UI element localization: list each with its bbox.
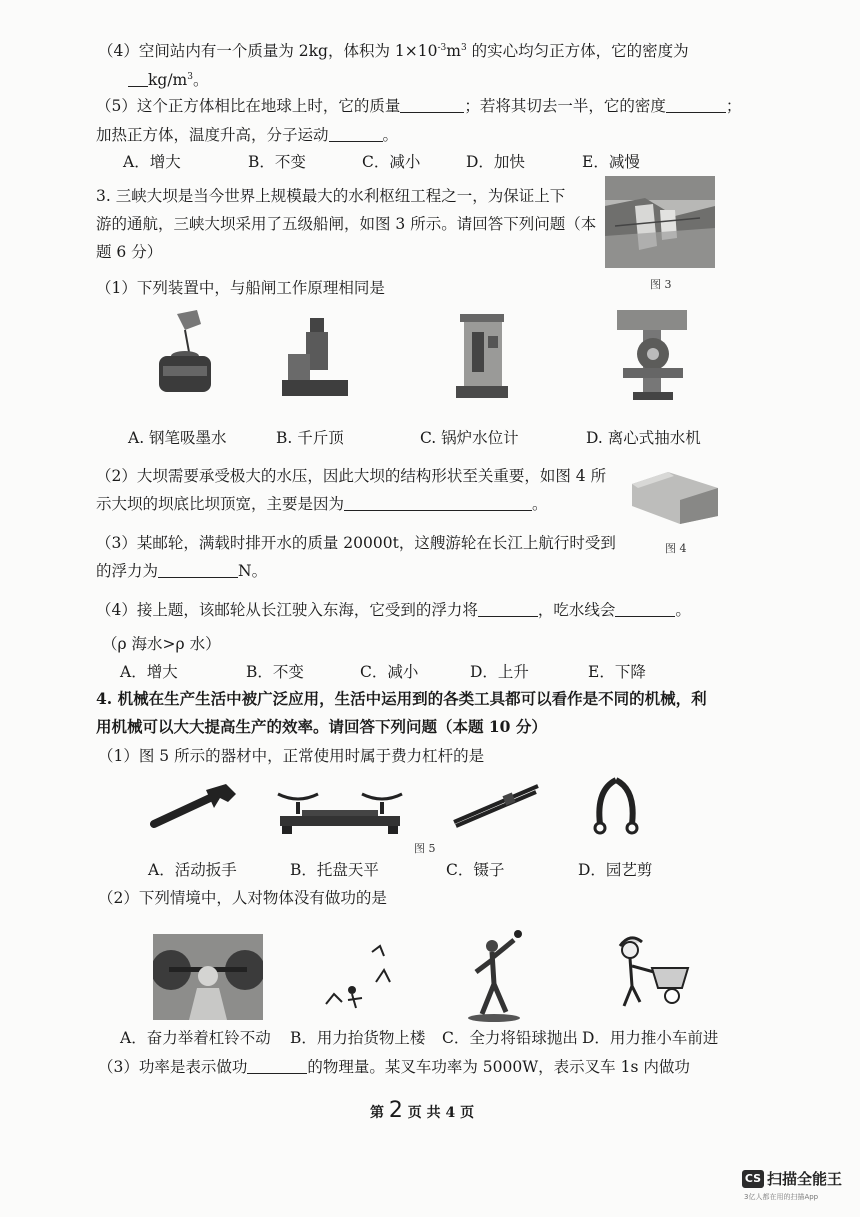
q3-part2-line1: （2）大坝需要承受极大的水压，因此大坝的结构形状至关重要，如图 4 所 — [96, 467, 607, 485]
fig4-caption: 图 4 — [665, 542, 687, 555]
q2-option-a: A．增大 — [123, 153, 181, 171]
q4-p2-option-c: C．全力将铅球抛出 — [442, 1029, 578, 1047]
push-cart-picture — [612, 928, 692, 1010]
q3-part4-note: （ρ 海水>ρ 水） — [102, 635, 221, 653]
q2-p5-text-b: ；若将其切去一半，它的密度 — [464, 97, 666, 115]
scanner-app-name: 扫描全能王 — [767, 1170, 843, 1188]
q3-p4-text-b: ，吃水线会 — [537, 601, 616, 619]
q2-p5-line2-end: 。 — [382, 126, 399, 144]
q2-option-b: B．不变 — [248, 153, 306, 171]
q3-p4-option-a: A．增大 — [120, 663, 178, 681]
q2-part4-line2 — [128, 67, 208, 90]
q4-p1-option-b: B．托盘天平 — [290, 861, 379, 879]
tweezers-picture — [450, 782, 542, 828]
q4-p1-option-a: A．活动扳手 — [148, 861, 237, 879]
q4-part1: （1）图 5 所示的器材中，正常使用时属于费力杠杆的是 — [98, 747, 485, 765]
q3-p4-option-c: C．减小 — [360, 663, 419, 681]
shot-put-picture — [462, 928, 526, 1024]
boiler-gauge-picture — [452, 312, 512, 400]
barbell-lifter-picture — [153, 934, 263, 1020]
q3-p3-unit: N。 — [238, 562, 268, 580]
ink-bottle-pen-picture — [155, 308, 215, 396]
fig4-dam-picture — [628, 466, 720, 526]
q2-p4-answer-blank[interactable] — [128, 72, 148, 87]
q3-part2-line2 — [96, 494, 548, 514]
q3-p4-buoyancy-blank[interactable] — [478, 602, 538, 617]
q2-p5-mass-blank[interactable] — [400, 98, 464, 113]
q3-part3-line2 — [96, 561, 267, 581]
q2-p4-end: 。 — [192, 71, 209, 90]
q3-p4-option-d: D．上升 — [470, 663, 529, 681]
q4-p2-option-a: A．奋力举着杠铃不动 — [120, 1029, 271, 1047]
q3-p4-end: 。 — [675, 601, 691, 619]
q2-part4-line1 — [98, 38, 689, 61]
centrifugal-pump-picture — [613, 308, 691, 402]
q2-p5-density-blank[interactable] — [666, 98, 726, 113]
fig3-caption: 图 3 — [650, 278, 672, 291]
q3-p1-option-a: A. 钢笔吸墨水 — [128, 429, 227, 447]
q3-p4-option-b: B．不变 — [246, 663, 304, 681]
q2-p4-exponent: -3 — [437, 43, 447, 53]
q2-part5-line1 — [96, 96, 741, 116]
q2-option-c: C．减小 — [362, 153, 421, 171]
q3-p1-option-c: C. 锅炉水位计 — [420, 429, 519, 447]
q3-stem-line3: 题 6 分） — [96, 243, 163, 261]
q2-p4-unit: kg/m — [148, 71, 188, 90]
scanner-tagline: 3亿人都在用的扫描App — [744, 1193, 819, 1201]
q3-part1: （1）下列装置中，与船闸工作原理相同是 — [96, 279, 385, 297]
q3-part3-line1: （3）某邮轮，满载时排开水的质量 20000t，这艘游轮在长江上航行时受到 — [96, 534, 616, 552]
q3-stem-line1: 3. 三峡大坝是当今世界上规模最大的水利枢纽工程之一，为保证上下 — [96, 187, 566, 205]
q3-part4-line — [96, 600, 691, 620]
q3-p4-option-e: E．下降 — [588, 663, 646, 681]
q4-p3-text-a: （3）功率是表示做功 — [98, 1058, 248, 1076]
q3-p2-answer-blank[interactable] — [344, 496, 532, 511]
scanner-watermark — [742, 1168, 843, 1201]
page-footer — [370, 1098, 474, 1123]
q4-part3-line — [98, 1057, 690, 1077]
q2-p4-text-b: m — [446, 42, 461, 61]
q3-p1-option-d: D. 离心式抽水机 — [586, 429, 701, 447]
q3-p3-text: 的浮力为 — [96, 562, 159, 580]
q4-p2-option-b: B．用力抬货物上楼 — [290, 1029, 426, 1047]
q4-stem-line1: 4. 机械在生产生活中被广泛应用，生活中运用到的各类工具都可以看作是不同的机械，利 — [96, 689, 707, 708]
cs-logo-icon: CS — [742, 1170, 764, 1188]
q2-option-d: D．加快 — [466, 153, 525, 171]
carrying-goods-picture — [322, 942, 402, 1016]
q4-p2-option-d: D．用力推小车前进 — [582, 1029, 719, 1047]
q4-p1-option-c: C．镊子 — [446, 861, 505, 879]
q2-p5-motion-blank[interactable] — [329, 127, 383, 142]
fig5-caption: 图 5 — [414, 842, 436, 855]
q4-p3-text-b: 的物理量。某叉车功率为 5000W，表示叉车 1s 内做功 — [307, 1058, 690, 1076]
q4-p1-option-d: D．园艺剪 — [578, 861, 653, 879]
footer-page-number: 2 — [388, 1098, 403, 1123]
q2-p5-text-a: （5）这个正方体相比在地球上时，它的质量 — [96, 97, 401, 115]
q2-p4-text-c: 的实心均匀正方体，它的密度为 — [466, 42, 689, 61]
q3-p3-answer-blank[interactable] — [158, 563, 238, 578]
q3-stem-line2: 游的通航，三峡大坝采用了五级船闸，如图 3 所示。请回答下列问题（本 — [96, 215, 597, 233]
q4-stem-line2: 用机械可以大大提高生产的效率。请回答下列问题（本题 10 分） — [96, 717, 547, 736]
q2-p5-text-c: ； — [725, 97, 742, 115]
q3-p2-end: 。 — [532, 495, 548, 513]
q4-part2: （2）下列情境中，人对物体没有做功的是 — [98, 889, 387, 907]
q2-part5-line2 — [96, 125, 398, 145]
footer-suffix: 页 共 4 页 — [407, 1105, 475, 1121]
q3-p4-text-a: （4）接上题，该邮轮从长江驶入东海，它受到的浮力将 — [96, 601, 478, 619]
q3-p4-waterline-blank[interactable] — [615, 602, 675, 617]
q3-p1-option-b: B. 千斤顶 — [276, 429, 344, 447]
balance-scale-picture — [272, 780, 408, 836]
hydraulic-jack-picture — [280, 314, 350, 398]
fig3-ship-lock-photo — [605, 176, 715, 268]
q2-p4-unit-sup: 3 — [187, 72, 193, 82]
q2-p4-sup: 3 — [460, 43, 467, 53]
q4-p3-answer-blank[interactable] — [247, 1059, 307, 1074]
garden-shears-picture — [590, 776, 642, 836]
q2-p4-text-a: （4）空间站内有一个质量为 2kg，体积为 1×10 — [98, 42, 438, 61]
wrench-picture — [150, 780, 240, 832]
footer-prefix: 第 — [370, 1105, 384, 1121]
q3-p2-text: 示大坝的坝底比坝顶宽，主要是因为 — [96, 495, 345, 513]
q2-option-e: E．减慢 — [582, 153, 640, 171]
q2-p5-line2-text: 加热正方体，温度升高，分子运动 — [96, 126, 329, 144]
